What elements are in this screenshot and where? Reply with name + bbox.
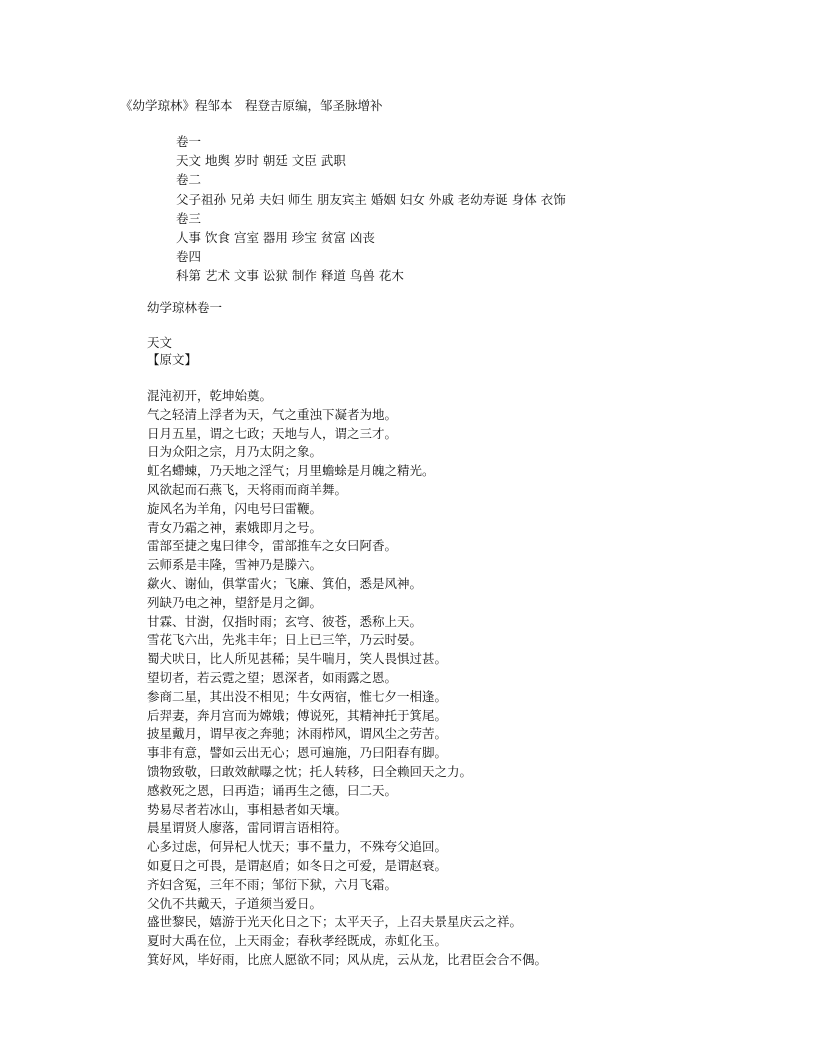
toc-chapter-list: 天文 地舆 岁时 朝廷 文臣 武职 xyxy=(176,153,346,169)
verse-line: 心多过虑，何异杞人忧天；事不量力，不殊夸父追回。 xyxy=(147,839,448,855)
toc-chapter-list: 父子祖孙 兄弟 夫妇 师生 朋友宾主 婚姻 妇女 外戚 老幼寿诞 身体 衣饰 xyxy=(176,191,566,207)
verse-line: 雪花飞六出，先兆丰年；日上已三竿，乃云时晏。 xyxy=(147,632,423,648)
verse-line: 望切者，若云霓之望；恩深者，如雨露之恩。 xyxy=(147,669,398,685)
verse-line: 势易尽者若冰山，事相悬者如天壤。 xyxy=(147,801,348,817)
verse-line: 盛世黎民，嬉游于光天化日之下；太平天子，上召夫景星庆云之祥。 xyxy=(147,914,523,930)
toc-chapter-list: 科第 艺术 文事 讼狱 制作 释道 鸟兽 花木 xyxy=(176,268,404,284)
verse-line: 披星戴月，谓早夜之奔驰；沐雨栉风，谓风尘之劳苦。 xyxy=(147,726,448,742)
topic-heading: 天文 xyxy=(147,335,173,350)
verse-line: 如夏日之可畏，是谓赵盾；如冬日之可爱，是谓赵衰。 xyxy=(147,857,448,873)
verse-list xyxy=(147,386,547,969)
verse-line: 夏时大禹在位，上天雨金；春秋孝经既成，赤虹化玉。 xyxy=(147,933,448,949)
verse-line: 后羿妻，奔月宫而为嫦娥；傅说死，其精神托于箕尾。 xyxy=(147,707,448,723)
verse-line: 蜀犬吠日，比人所见甚稀；吴牛喘月，笑人畏惧过甚。 xyxy=(147,651,448,667)
verse-line: 青女乃霜之神，素娥即月之号。 xyxy=(147,519,323,535)
verse-line: 歘火、谢仙，俱掌雷火；飞廉、箕伯，悉是风神。 xyxy=(147,575,423,591)
verse-line: 旋风名为羊角，闪电号曰雷鞭。 xyxy=(147,500,323,516)
verse-line: 风欲起而石燕飞，天将雨而商羊舞。 xyxy=(147,481,348,497)
verse-line: 甘霖、甘澍，仅指时雨；玄穹、彼苍，悉称上天。 xyxy=(147,613,423,629)
verse-line: 箕好风，毕好雨，比庶人愿欲不同；风从虎，云从龙，比君臣会合不偶。 xyxy=(147,951,548,967)
verse-line: 虹名螮蝀，乃天地之淫气；月里蟾蜍是月魄之精光。 xyxy=(147,463,435,479)
verse-line: 参商二星，其出没不相见；牛女两宿，惟七夕一相逢。 xyxy=(147,688,448,704)
toc-volume-heading: 卷一 xyxy=(176,134,202,149)
document-title: 《幼学琼林》程邹本 程登吉原编，邹圣脉增补 xyxy=(120,98,383,113)
toc-volume-heading: 卷三 xyxy=(176,210,202,226)
verse-line: 日月五星，谓之七政；天地与人，谓之三才。 xyxy=(147,425,398,441)
verse-line: 气之轻清上浮者为天，气之重浊下凝者为地。 xyxy=(147,406,398,422)
section-title: 幼学琼林卷一 xyxy=(147,300,223,315)
verse-line: 父仇不共戴天，子道须当爱日。 xyxy=(147,895,323,911)
verse-line: 混沌初开，乾坤始奠。 xyxy=(147,388,273,403)
verse-line: 列缺乃电之神，望舒是月之御。 xyxy=(147,594,323,610)
verse-line: 事非有意，譬如云出无心；恩可遍施，乃曰阳春有脚。 xyxy=(147,745,448,761)
toc-volume-heading: 卷二 xyxy=(176,172,202,188)
table-of-contents xyxy=(176,132,566,286)
toc-volume-heading: 卷四 xyxy=(176,249,202,265)
original-text-tag: 【原文】 xyxy=(147,352,198,367)
verse-line: 感救死之恩，曰再造；诵再生之德，曰二天。 xyxy=(147,782,398,798)
verse-line: 雷部至捷之鬼曰律令，雷部推车之女曰阿香。 xyxy=(147,538,398,554)
verse-line: 日为众阳之宗，月乃太阴之象。 xyxy=(147,444,323,460)
toc-chapter-list: 人事 饮食 宫室 器用 珍宝 贫富 凶丧 xyxy=(176,229,375,245)
verse-line: 齐妇含冤，三年不雨；邹衍下狱，六月飞霜。 xyxy=(147,876,398,892)
verse-line: 云师系是丰隆，雪神乃是滕六。 xyxy=(147,557,323,573)
verse-line: 晨星谓贤人廖落，雷同谓言语相符。 xyxy=(147,820,348,836)
verse-line: 馈物致敬，曰敢效献曝之忱；托人转移，曰全赖回天之力。 xyxy=(147,763,473,779)
